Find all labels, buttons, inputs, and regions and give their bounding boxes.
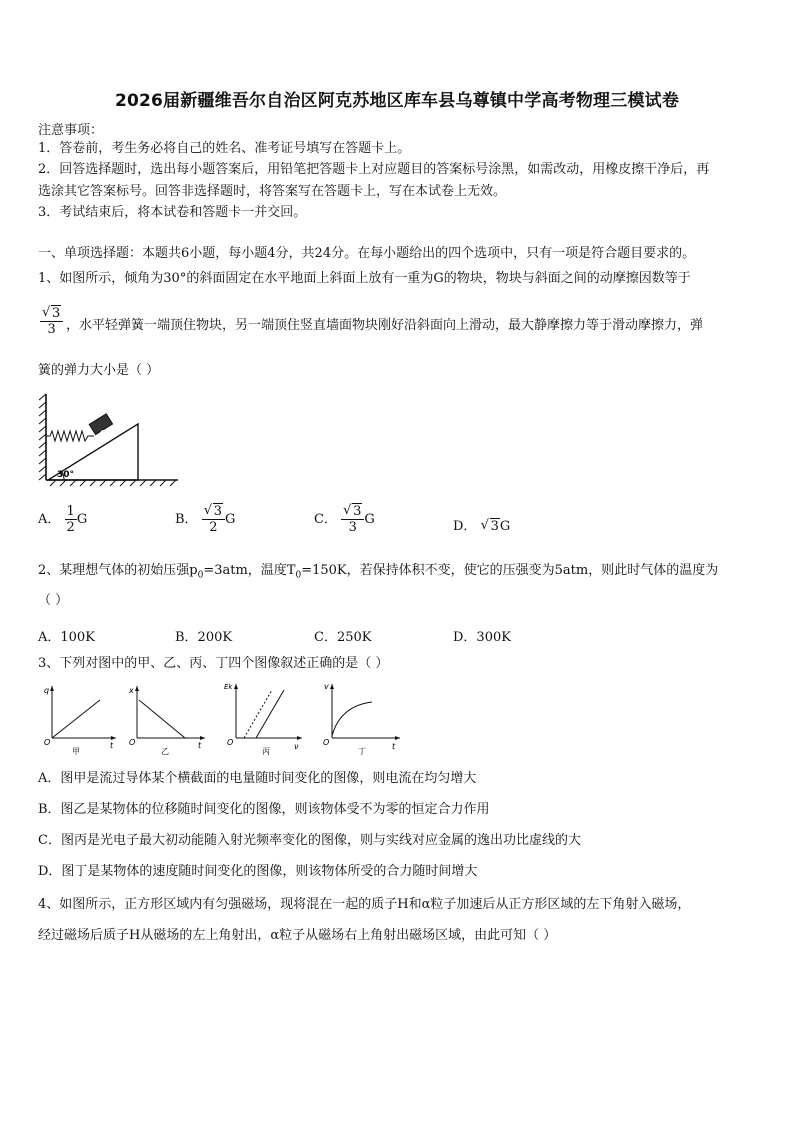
notice-item: 1．答卷前，考生务必将自己的姓名、准考证号填写在答题卡上。 (38, 141, 411, 156)
graph-origin: O (44, 738, 51, 747)
graph-ylabel: q (44, 686, 50, 695)
graph-caption: 丙 (262, 747, 270, 756)
question-3-text: 3、下列对图中的甲、乙、丙、丁四个图像叙述正确的是（ ） (38, 656, 389, 671)
option-b[interactable]: B．200K (175, 630, 233, 645)
graph-jia (40, 682, 120, 758)
graph-xlabel: t (392, 742, 396, 751)
angle-label: 30° (57, 470, 75, 480)
graph-origin: O (323, 738, 330, 747)
option-a[interactable]: A．图甲是流过导体某个横截面的电量随时间变化的图像，则电流在均匀增大 (38, 771, 477, 786)
graph-bing (222, 678, 307, 758)
graph-caption: 丁 (358, 747, 366, 756)
option-c[interactable]: C． √ $\frac{3}{3}$ G (314, 504, 375, 535)
block-label: G (100, 429, 107, 438)
graph-ding (318, 678, 404, 758)
option-a[interactable]: A． $\frac{1}{2}$ G (38, 504, 88, 535)
notice-item: 选涂其它答案标号。回答非选择题时，将答案写在答题卡上，写在本试卷上无效。 (38, 184, 507, 199)
graph-caption: 乙 (161, 747, 169, 756)
question-2-text: 2、某理想气体的初始压强$p_0=3atm$，温度$T_0=150K$，若保持体积不变，使它的压强变为5atm，则此时气体的温度为 (38, 563, 719, 581)
question-1-text: 簧的弹力大小是（ ） (38, 363, 160, 378)
option-d[interactable]: D．300K (453, 630, 511, 645)
option-b[interactable]: B． √ $\frac{3}{2}$ G (175, 504, 235, 535)
graph-ylabel: Ek (224, 683, 233, 691)
graph-origin: O (227, 738, 234, 747)
question-4-text: 经过磁场后质子H从磁场的左上角射出，α粒子从磁场右上角射出磁场区域，由此可知（ ） (38, 928, 557, 943)
graph-origin: O (129, 738, 136, 747)
option-c[interactable]: C．250K (314, 630, 372, 645)
graph-xlabel: t (110, 741, 114, 750)
graph-yi (125, 682, 210, 758)
question-2-text: （ ） (38, 593, 69, 608)
page-title: 2026届新疆维吾尔自治区阿克苏地区库车县乌尊镇中学高考物理三模试卷 (114, 91, 680, 111)
question-1-text: 1、如图所示，倾角为30°的斜面固定在水平地面上斜面上放有一重为G的物块，物块与斜面之间的动摩擦因数等于 (38, 271, 691, 286)
section-heading: 一、单项选择题：本题共6小题，每小题4分，共24分。在每小题给出的四个选项中，只有一项是符合题目要求的。 (38, 246, 696, 261)
notice-item: 2．回答选择题时，选出每小题答案后，用铅笔把答题卡上对应题目的答案标号涂黑，如需改动，用橡皮擦干净后，再 (38, 162, 710, 177)
graph-ylabel: v (324, 682, 329, 691)
question-1-fraction: √ $\frac{3}{3}$ (40, 306, 63, 337)
graph-ylabel: x (129, 686, 134, 695)
option-d[interactable]: D．图丁是某物体的速度随时间变化的图像，则该物体所受的合力随时间增大 (38, 864, 478, 879)
option-a[interactable]: A．100K (38, 630, 95, 645)
graph-xlabel: ν (294, 742, 299, 751)
graph-xlabel: t (198, 741, 202, 750)
notice-heading: 注意事项： (38, 123, 104, 138)
option-c[interactable]: C．图丙是光电子最大初动能随入射光频率变化的图像，则与实线对应金属的逸出功比虚线的大 (38, 833, 581, 848)
question-1-text: ，水平轻弹簧一端顶住物块，另一端顶住竖直墙面物块刚好沿斜面向上滑动，最大静摩擦力等于滑动摩擦力，弹 (66, 318, 704, 333)
question-4-text: 4、如图所示，正方形区域内有匀强磁场，现将混在一起的质子H和α粒子加速后从正方形区域的左下角射入磁场， (38, 897, 691, 912)
graph-caption: 甲 (72, 747, 80, 756)
notice-item: 3．考试结束后，将本试卷和答题卡一并交回。 (38, 205, 307, 220)
incline-spring-figure (38, 392, 183, 488)
option-b[interactable]: B．图乙是某物体的位移随时间变化的图像，则该物体受不为零的恒定合力作用 (38, 802, 490, 817)
option-d[interactable]: D． √ 3G (453, 515, 510, 534)
